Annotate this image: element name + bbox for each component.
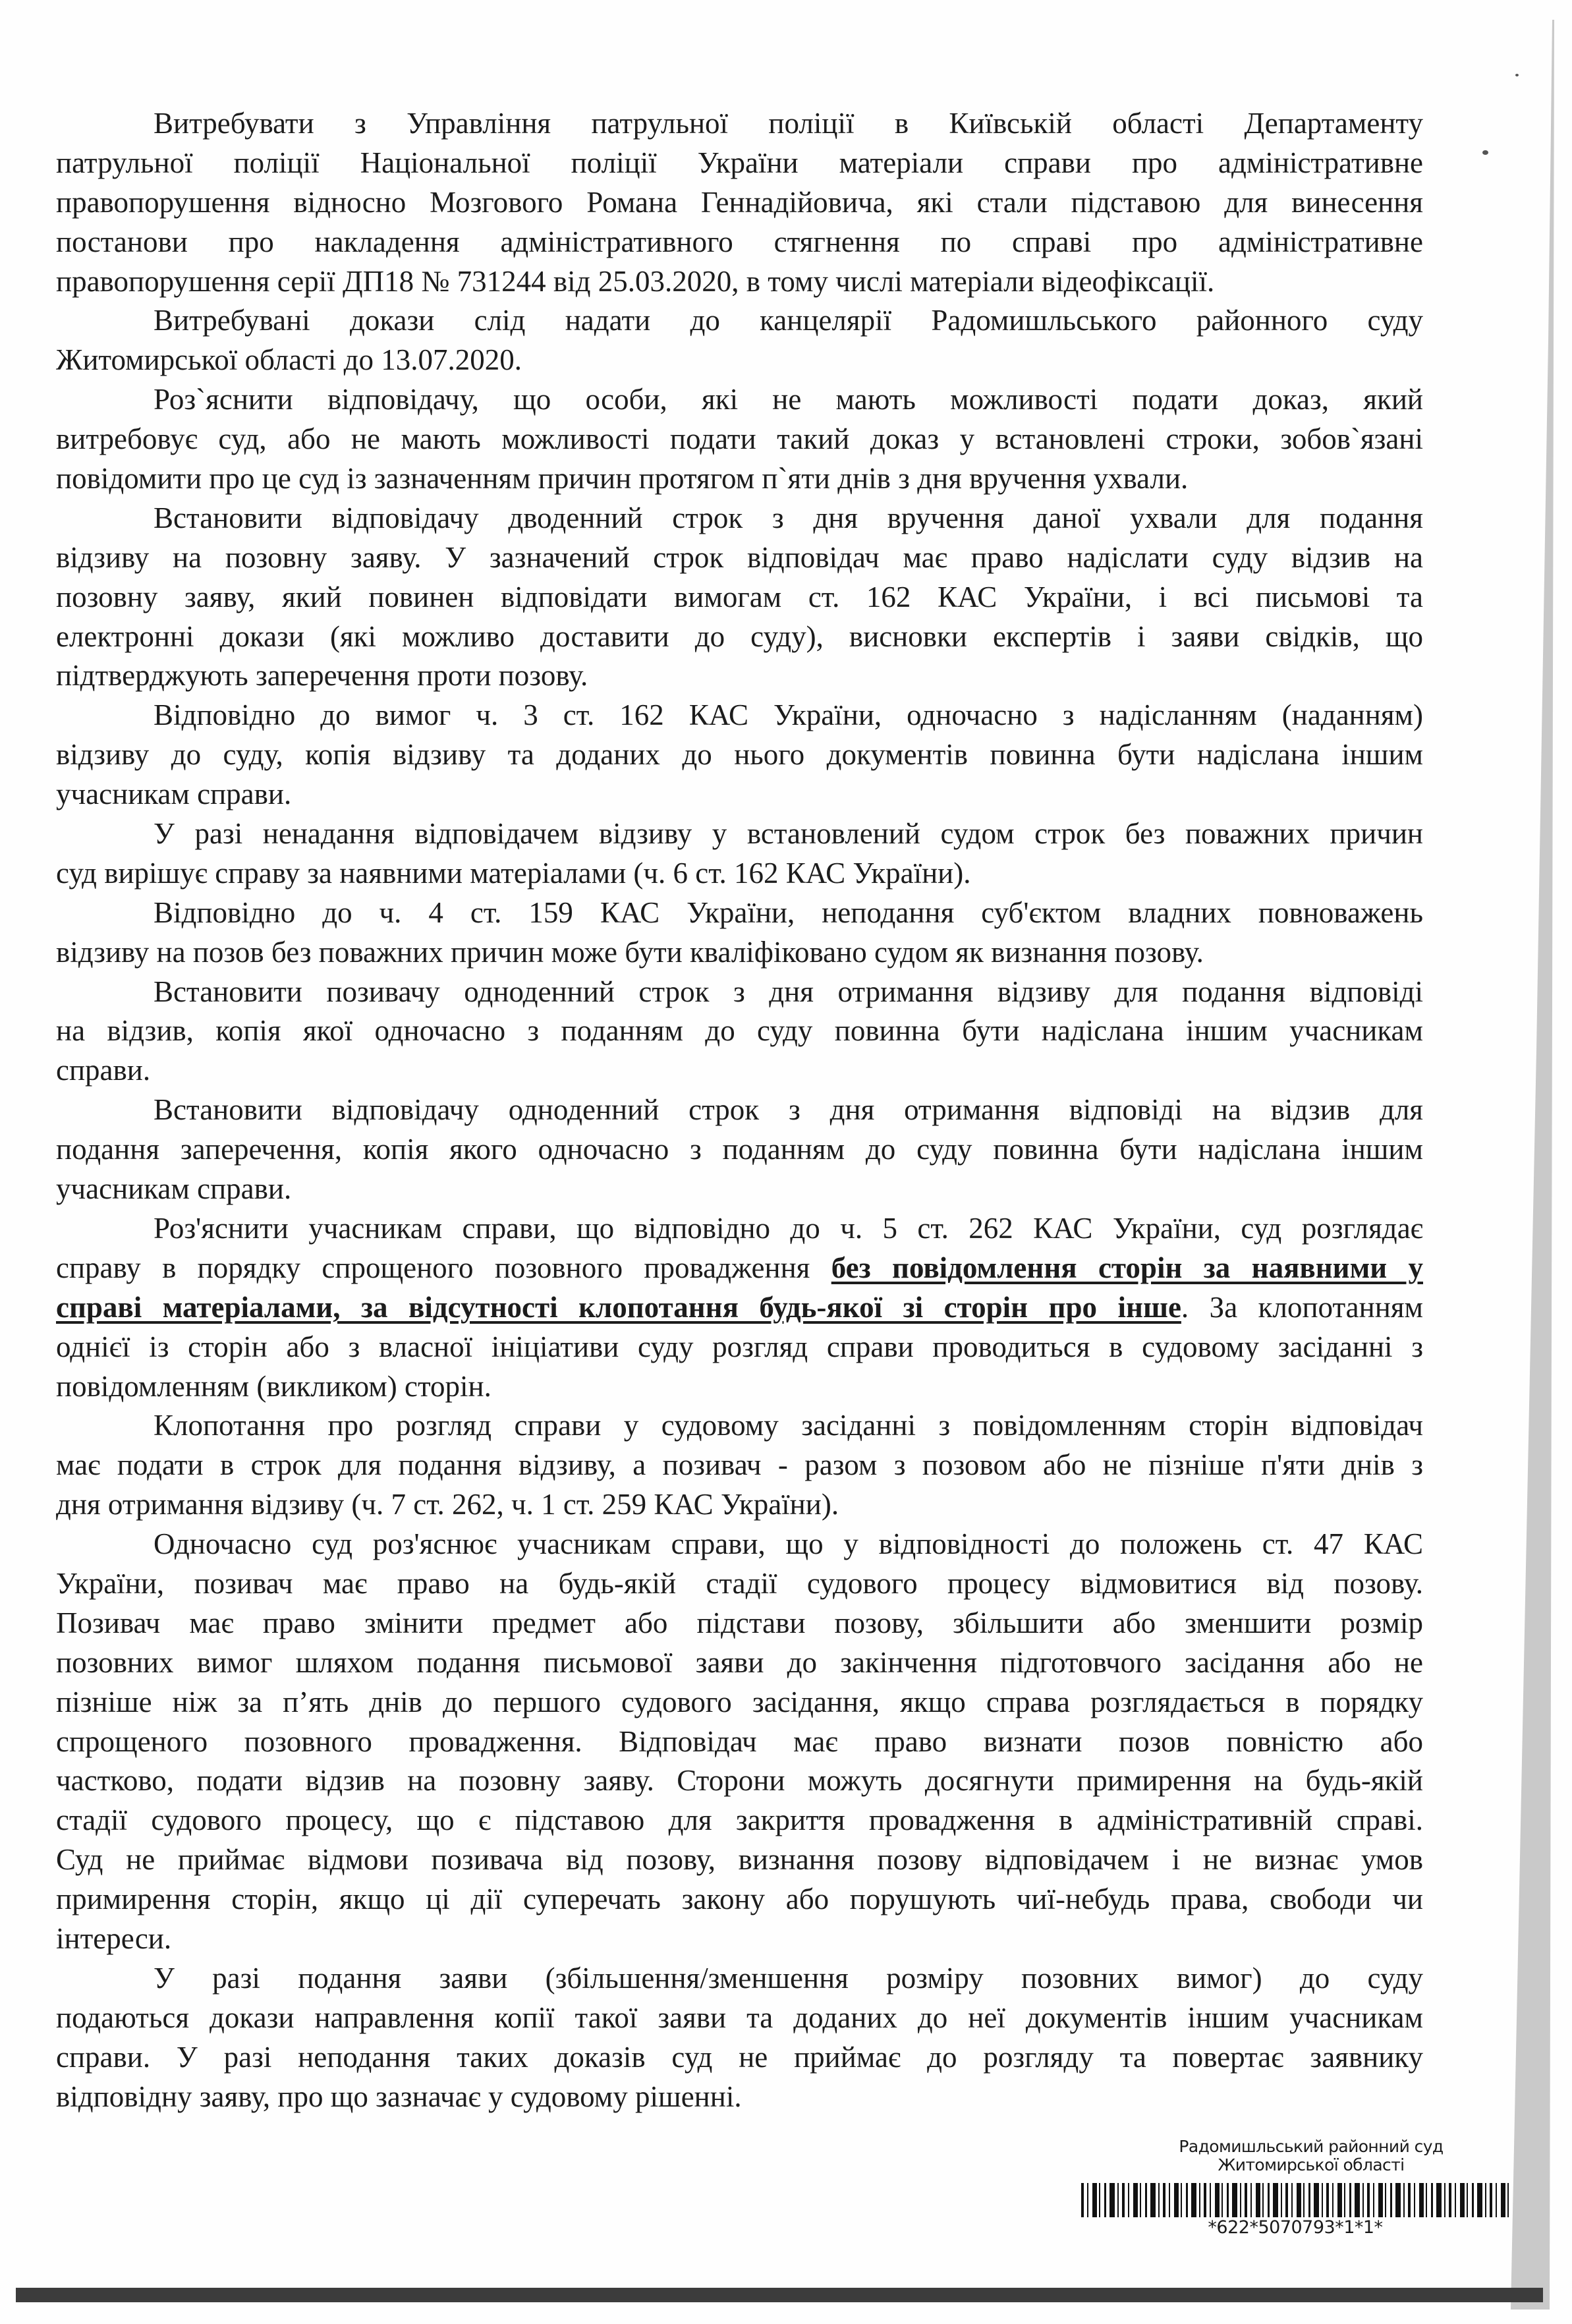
text-segment: Встановити позивачу одноденний строк з дня отримання відзиву для подання відповіді bbox=[154, 975, 1423, 1008]
text-line bbox=[56, 1919, 1423, 1959]
text-line bbox=[56, 1564, 1423, 1604]
text-line bbox=[56, 341, 1423, 380]
text-line bbox=[56, 933, 1423, 973]
text-line bbox=[56, 1328, 1423, 1367]
text-segment: Суд не приймає відмови позивача від позову, визнання позову відповідачем і не визнає умов bbox=[56, 1843, 1423, 1877]
text-line bbox=[56, 854, 1423, 893]
text-line bbox=[56, 223, 1423, 262]
text-line bbox=[56, 1288, 1423, 1328]
text-segment: Витребувати з Управління патрульної поліції в Київській області Департаменту bbox=[154, 107, 1423, 140]
text-segment: Клопотання про розгляд справи у судовому засіданні з повідомленням сторін відповідач bbox=[154, 1409, 1423, 1442]
text-segment: витребовує суд, або не мають можливості подати такий доказ у встановлені строки, зобов`язані bbox=[56, 422, 1423, 456]
text-segment: патрульної поліції Національної поліції України матеріали справи про адміністративне bbox=[56, 146, 1423, 179]
barcode bbox=[1081, 2183, 1511, 2217]
text-line bbox=[56, 1485, 1423, 1525]
text-line bbox=[56, 578, 1423, 617]
paragraph bbox=[56, 696, 1423, 814]
text-segment: частково, подати відзив на позовну заяву. Сторони можуть досягнути примирення на будь-якій bbox=[56, 1764, 1423, 1798]
text-line bbox=[56, 1367, 1423, 1407]
text-segment: стадії судового процесу, що є підставою для закриття провадження в адміністративній справі. bbox=[56, 1803, 1423, 1837]
text-segment: постанови про накладення адміністративного стягнення по справі про адміністративне bbox=[56, 225, 1423, 258]
text-line bbox=[56, 2038, 1423, 2078]
text-line bbox=[56, 301, 1423, 341]
paragraph bbox=[56, 1525, 1423, 1959]
scan-speck bbox=[1515, 74, 1519, 76]
text-line bbox=[56, 1643, 1423, 1683]
scan-edge-shadow bbox=[1509, 20, 1556, 2310]
text-line bbox=[56, 1249, 1423, 1288]
paragraph bbox=[56, 973, 1423, 1091]
text-segment: на відзив, копія якої одночасно з поданням до суду повинна бути надіслана іншим учасникам bbox=[56, 1014, 1423, 1048]
barcode-number: *622*5070793*1*1* bbox=[1208, 2217, 1383, 2238]
text-segment: підтверджують заперечення проти позову. bbox=[56, 659, 588, 693]
text-segment: повідомити про це суд із зазначенням причин протягом п`яти днів з дня вручення ухвали. bbox=[56, 462, 1189, 496]
text-line bbox=[56, 775, 1423, 814]
text-line bbox=[56, 1091, 1423, 1130]
text-line bbox=[56, 262, 1423, 302]
text-line bbox=[56, 459, 1423, 499]
text-segment: відповідну заяву, про що зазначає у судовому рішенні. bbox=[56, 2080, 742, 2113]
text-segment: Витребувані докази слід надати до канцелярії Радомишльського районного суду bbox=[154, 304, 1423, 337]
paragraph bbox=[56, 1406, 1423, 1525]
text-segment: позовних вимог шляхом подання письмової заяви до закінчення підготовчого засідання або не bbox=[56, 1645, 1423, 1679]
text-line bbox=[56, 735, 1423, 775]
text-segment: пізніше ніж за п’ять днів до першого судового засідання, якщо справа розглядається в порядку bbox=[56, 1685, 1423, 1718]
text-segment: має подати в строк для подання відзиву, а позивач - разом з позовом або не пізніше п'яти днів з bbox=[56, 1448, 1423, 1482]
text-segment: Відповідно до ч. 4 ст. 159 КАС України, неподання суб'єктом владних повноважень bbox=[154, 895, 1423, 929]
text-segment: спрощеного позовного провадження. Відповідач має право визнати позов повністю або bbox=[56, 1724, 1423, 1758]
stamp-region: Житомирської області bbox=[1218, 2155, 1405, 2174]
scan-bottom-bar bbox=[16, 2288, 1543, 2302]
text-line bbox=[56, 183, 1423, 223]
text-line bbox=[56, 420, 1423, 459]
text-line bbox=[56, 814, 1423, 854]
text-line bbox=[56, 1525, 1423, 1564]
text-line bbox=[56, 499, 1423, 538]
text-line bbox=[56, 538, 1423, 578]
text-line bbox=[56, 1683, 1423, 1722]
text-line bbox=[56, 1604, 1423, 1643]
text-line bbox=[56, 1998, 1423, 2038]
text-segment: справи. У разі неподання таких доказів суд не приймає до розгляду та повертає заявнику bbox=[56, 2040, 1423, 2074]
paragraph bbox=[56, 499, 1423, 696]
paragraph bbox=[56, 893, 1423, 973]
text-line bbox=[56, 1209, 1423, 1249]
text-segment: Встановити відповідачу одноденний строк з дня отримання відповіді на відзив для bbox=[154, 1093, 1423, 1127]
text-line bbox=[56, 1446, 1423, 1485]
text-line bbox=[56, 1170, 1423, 1209]
text-segment: правопорушення відносно Мозгового Романа Геннадійовича, які стали підставою для винесення bbox=[56, 185, 1423, 219]
text-segment: . За клопотанням bbox=[1181, 1290, 1423, 1324]
text-segment: позовну заяву, який повинен відповідати вимогам ст. 162 КАС України, і всі письмові та bbox=[56, 580, 1423, 613]
text-segment: правопорушення серії ДП18 № 731244 від 25.03.2020, в тому числі матеріали відеофіксації. bbox=[56, 264, 1215, 298]
text-segment: відзиву до суду, копія відзиву та доданих до нього документів повинна бути надіслана іншим bbox=[56, 738, 1423, 772]
text-line bbox=[56, 1840, 1423, 1880]
text-segment: дня отримання відзиву (ч. 7 ст. 262, ч. 1 ст. 259 КАС України). bbox=[56, 1488, 839, 1521]
text-segment: подаються докази направлення копії такої заяви та доданих до неї документів іншим учасникам bbox=[56, 2000, 1423, 2034]
text-line bbox=[56, 2078, 1423, 2117]
text-segment: суд вирішує справу за наявними матеріалами (ч. 6 ст. 162 КАС України). bbox=[56, 856, 971, 890]
text-segment: Житомирської області до 13.07.2020. bbox=[56, 343, 522, 377]
text-line bbox=[56, 1011, 1423, 1051]
text-segment: відзиву на позов без поважних причин може бути кваліфіковано судом як визнання позову. bbox=[56, 935, 1204, 969]
paragraph bbox=[56, 814, 1423, 893]
text-segment: учасникам справи. bbox=[56, 778, 292, 811]
document-body bbox=[56, 104, 1423, 2116]
text-line bbox=[56, 617, 1423, 657]
emphasized-text: справі матеріалами, за відсутності клопотання будь-якої зі сторін про інше bbox=[56, 1290, 1181, 1324]
text-segment: відзиву на позовну заяву. У зазначений строк відповідач має право надіслати суду відзив на bbox=[56, 540, 1423, 574]
text-line bbox=[56, 104, 1423, 144]
stamp-court-name: Радомишльський районний суд bbox=[1179, 2137, 1444, 2156]
text-segment: однієї із сторін або з власної ініціативи суду розгляд справи проводиться в судовому засіданні з bbox=[56, 1330, 1423, 1363]
text-segment: справи. bbox=[56, 1054, 151, 1087]
paragraph bbox=[56, 380, 1423, 499]
text-segment: повідомленням (викликом) сторін. bbox=[56, 1369, 491, 1403]
text-segment: Позивач має право змінити предмет або підстави позову, збільшити або зменшити розмір bbox=[56, 1606, 1423, 1639]
text-segment: Одночасно суд роз'яснює учасникам справи, що у відповідності до положень ст. 47 КАС bbox=[154, 1527, 1423, 1561]
text-segment: подання заперечення, копія якого одночасно з поданням до суду повинна бути надіслана іншим bbox=[56, 1133, 1423, 1166]
text-segment: Встановити відповідачу дводенний строк з дня вручення даної ухвали для подання bbox=[154, 501, 1423, 534]
text-segment: Відповідно до вимог ч. 3 ст. 162 КАС України, одночасно з надісланням (наданням) bbox=[154, 698, 1423, 732]
text-line bbox=[56, 380, 1423, 420]
text-segment: примирення сторін, якщо ці дії суперечать закону або порушують чиї-небудь права, свободи чи bbox=[56, 1883, 1423, 1916]
text-segment: учасникам справи. bbox=[56, 1172, 292, 1206]
paragraph bbox=[56, 301, 1423, 380]
text-line bbox=[56, 656, 1423, 696]
text-segment: У разі ненадання відповідачем відзиву у встановлений судом строк без поважних причин bbox=[154, 817, 1423, 851]
text-line bbox=[56, 1130, 1423, 1170]
text-segment: Роз'яснити учасникам справи, що відповідно до ч. 5 ст. 262 КАС України, суд розглядає bbox=[154, 1211, 1423, 1245]
paragraph bbox=[56, 1209, 1423, 1406]
paragraph bbox=[56, 104, 1423, 301]
scan-speck bbox=[1482, 150, 1488, 155]
text-line bbox=[56, 696, 1423, 735]
text-line bbox=[56, 1801, 1423, 1840]
text-segment: України, позивач має право на будь-якій стадії судового процесу відмовитися від позову. bbox=[56, 1566, 1423, 1600]
text-line bbox=[56, 973, 1423, 1012]
text-line bbox=[56, 1406, 1423, 1446]
text-segment: справу в порядку спрощеного позовного провадження bbox=[56, 1251, 831, 1284]
paragraph bbox=[56, 1959, 1423, 2117]
text-line bbox=[56, 1880, 1423, 1919]
text-line bbox=[56, 893, 1423, 933]
text-segment: електронні докази (які можливо доставити до суду), висновки експертів і заяви свідків, що bbox=[56, 619, 1423, 653]
text-line bbox=[56, 1722, 1423, 1762]
text-line bbox=[56, 144, 1423, 183]
text-segment: інтереси. bbox=[56, 1921, 172, 1955]
text-line bbox=[56, 1959, 1423, 1998]
paragraph bbox=[56, 1091, 1423, 1209]
text-line bbox=[56, 1051, 1423, 1091]
emphasized-text: без повідомлення сторін за наявними у bbox=[831, 1251, 1423, 1284]
text-segment: Роз`яснити відповідачу, що особи, які не мають можливості подати доказ, який bbox=[154, 383, 1423, 416]
text-line bbox=[56, 1761, 1423, 1801]
text-segment: У разі подання заяви (збільшення/зменшення розміру позовних вимог) до суду bbox=[154, 1961, 1423, 1995]
